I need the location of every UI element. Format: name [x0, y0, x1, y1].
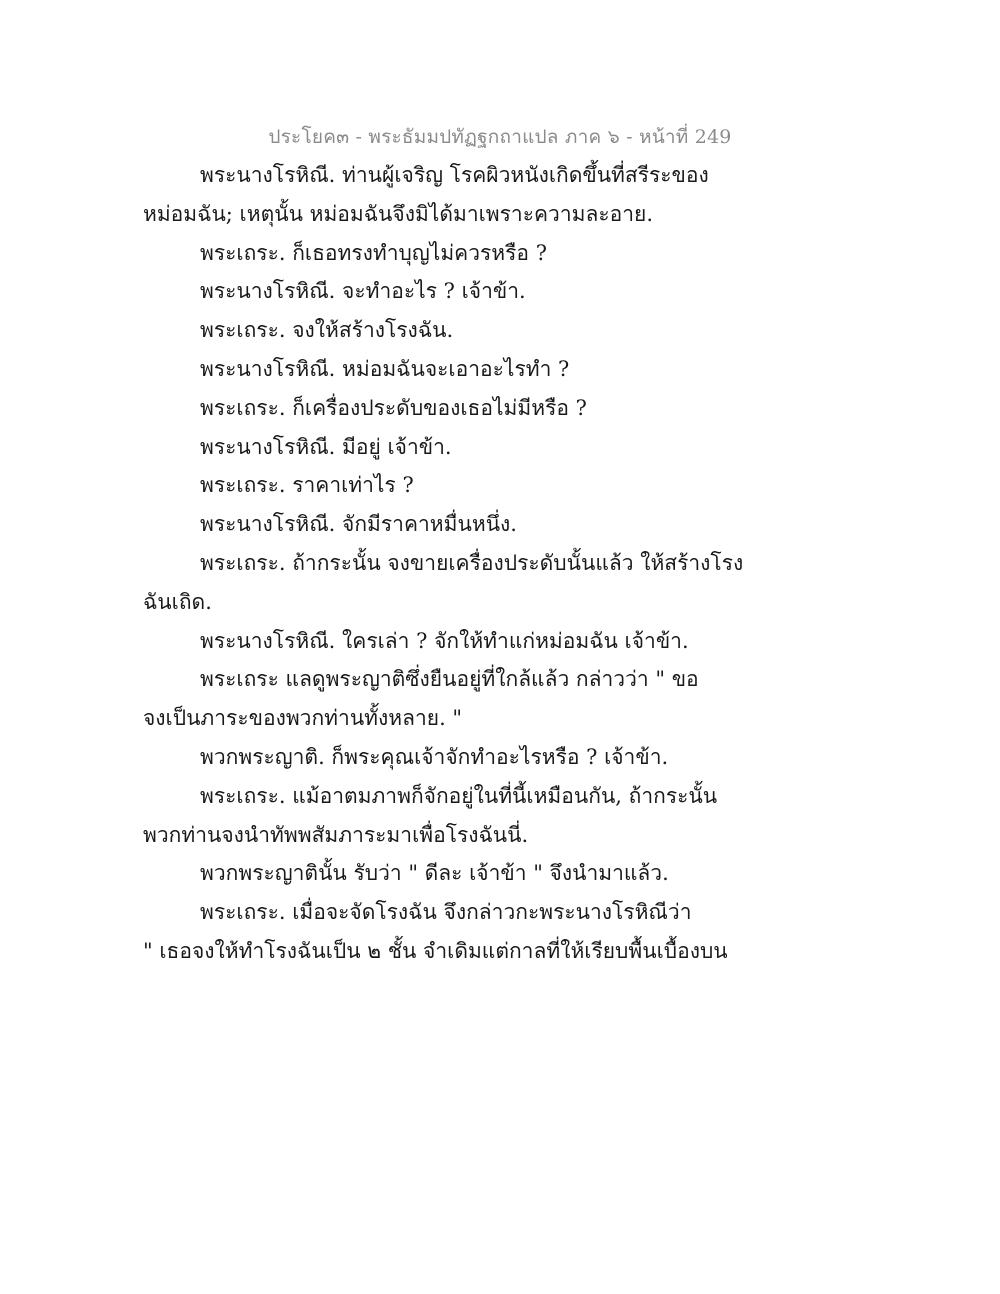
text-line: พระเถระ. ถ้ากระนั้น จงขายเครื่องประดับนั้นแล้ว ให้สร้างโรง [200, 550, 744, 575]
running-head: ประโยค๓ - พระธัมมปทัฏฐกถาแปล ภาค ๖ - หน้าที่ 249 [268, 126, 732, 148]
text-line: พวกพระญาตินั้น รับว่า " ดีละ เจ้าข้า " จึงนำมาแล้ว. [200, 861, 669, 886]
text-line: พระเถระ. ก็เครื่องประดับของเธอไม่มีหรือ ? [200, 395, 587, 420]
text-line: พระเถระ. ราคาเท่าไร ? [200, 473, 414, 498]
text-line: พระเถระ. จงให้สร้างโรงฉัน. [200, 318, 454, 343]
text-line: พระนางโรหิณี. จะทำอะไร ? เจ้าข้า. [200, 279, 526, 304]
text-line: พระเถระ แลดูพระญาติซึ่งยืนอยู่ที่ใกล้แล้ว กล่าวว่า " ขอ [200, 667, 699, 692]
text-line: พวกพระญาติ. ก็พระคุณเจ้าจักทำอะไรหรือ ? เจ้าข้า. [200, 744, 669, 769]
text-line: " เธอจงให้ทำโรงฉันเป็น ๒ ชั้น จำเดิมแต่กาลที่ให้เรียบพื้นเบื้องบน [143, 938, 728, 963]
body-text [143, 156, 843, 971]
text-line: พระเถระ. แม้อาตมภาพก็จักอยู่ในที่นี้เหมือนกัน, ถ้ากระนั้น [200, 783, 718, 808]
text-line: พวกท่านจงนำทัพพสัมภาระมาเพื่อโรงฉันนี่. [143, 822, 529, 847]
text-line: พระนางโรหิณี. ใครเล่า ? จักให้ทำแก่หม่อมฉัน เจ้าข้า. [200, 628, 689, 653]
text-line: พระเถระ. ก็เธอทรงทำบุญไม่ควรหรือ ? [200, 240, 547, 265]
text-line: พระนางโรหิณี. มีอยู่ เจ้าข้า. [200, 434, 452, 459]
text-line: หม่อมฉัน; เหตุนั้น หม่อมฉันจึงมิได้มาเพราะความละอาย. [143, 201, 654, 226]
text-line: พระนางโรหิณี. ท่านผู้เจริญ โรคผิวหนังเกิดขึ้นที่สรีระของ [200, 163, 709, 187]
text-line: พระนางโรหิณี. จักมีราคาหมื่นหนึ่ง. [200, 512, 517, 537]
text-line: พระเถระ. เมื่อจะจัดโรงฉัน จึงกล่าวกะพระนางโรหิณีว่า [200, 900, 692, 925]
text-line: จงเป็นภาระของพวกท่านทั้งหลาย. " [143, 706, 463, 731]
text-line: ฉันเถิด. [143, 589, 212, 614]
text-line: พระนางโรหิณี. หม่อมฉันจะเอาอะไรทำ ? [200, 356, 570, 381]
